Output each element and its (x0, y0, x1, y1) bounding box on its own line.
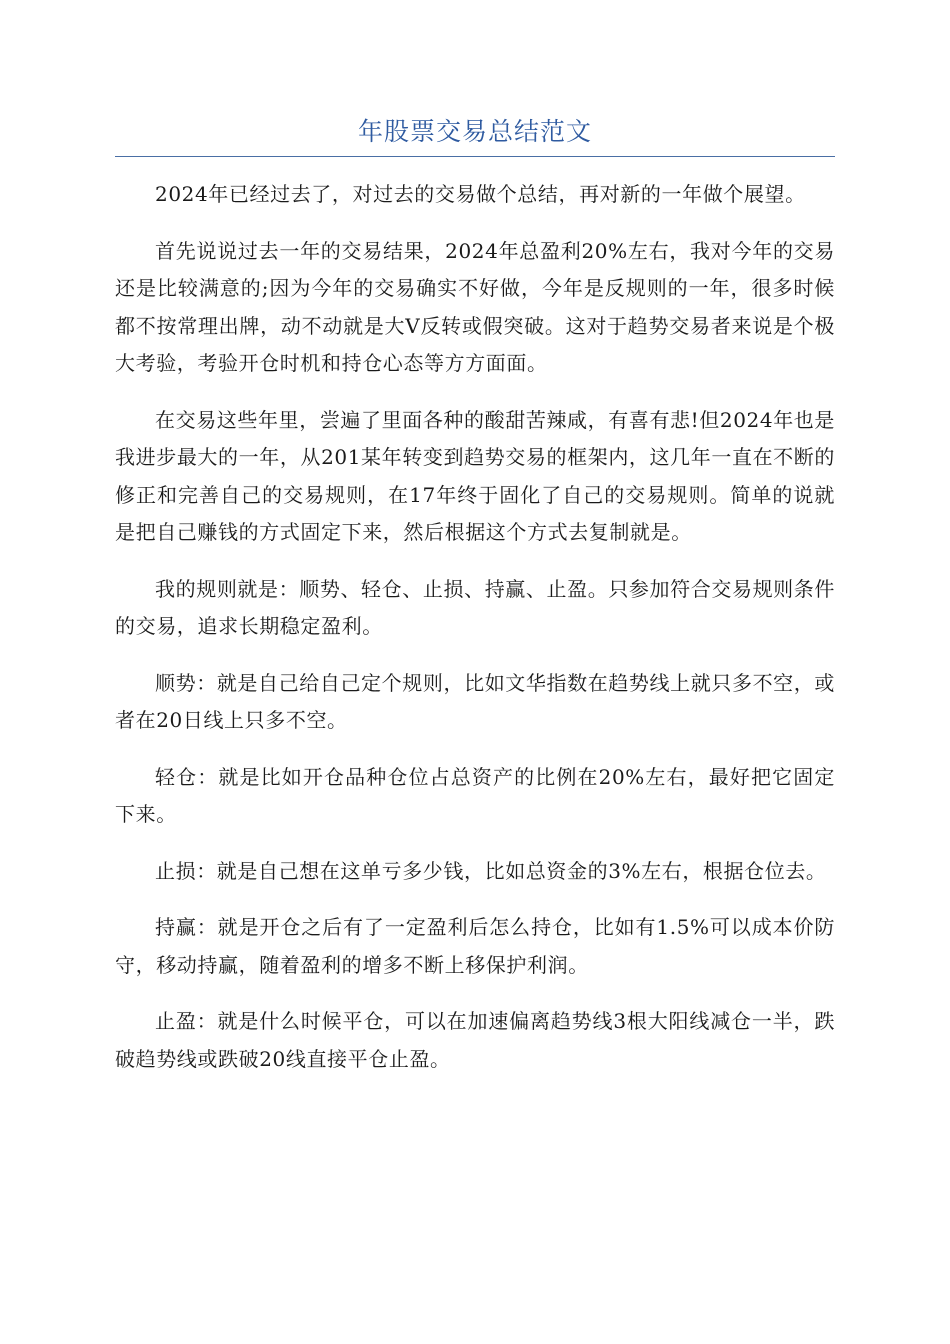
paragraph-stop-loss: 止损：就是自己想在这单亏多少钱，比如总资金的3%左右，根据仓位去。 (155, 858, 827, 883)
page-title: 年股票交易总结范文 (357, 117, 592, 146)
paragraph-rules: 我的规则就是：顺势、轻仓、止损、持赢、止盈。只参加符合交易规则条件的交易，追求长期稳定盈利。 (115, 576, 835, 638)
paragraph-experience: 在交易这些年里，尝遍了里面各种的酸甜苦辣咸，有喜有悲!但2024年也是我进步最大的一年，从201某年转变到趋势交易的框架内，这几年一直在不断的修正和完善自己的交易规则，在17年终于固化了自己的交易规则。简单的说就是把自己赚钱的方式固定下来，然后根据这个方式去复制就是。 (115, 407, 835, 544)
paragraph-take-profit: 止盈：就是什么时候平仓，可以在加速偏离趋势线3根大阳线减仓一半，跌破趋势线或跌破20线直接平仓止盈。 (115, 1009, 835, 1071)
title-block (115, 112, 835, 157)
paragraph-light-position: 轻仓：就是比如开仓品种仓位占总资产的比例在20%左右，最好把它固定下来。 (115, 764, 835, 826)
paragraph-hold-profit: 持赢：就是开仓之后有了一定盈利后怎么持仓，比如有1.5%可以成本价防守，移动持赢，随着盈利的增多不断上移保护利润。 (115, 915, 835, 977)
paragraph-results: 首先说说过去一年的交易结果，2024年总盈利20%左右，我对今年的交易还是比较满意的;因为今年的交易确实不好做，今年是反规则的一年，很多时候都不按常理出牌，动不动就是大V反转或假突破。这对于趋势交易者来说是个极大考验，考验开仓时机和持仓心态等方方面面。 (115, 238, 835, 375)
paragraph-follow-trend: 顺势：就是自己给自己定个规则，比如文华指数在趋势线上就只多不空，或者在20日线上只多不空。 (115, 670, 835, 732)
paragraph-intro: 2024年已经过去了，对过去的交易做个总结，再对新的一年做个展望。 (155, 182, 806, 206)
document-body (115, 176, 835, 1097)
